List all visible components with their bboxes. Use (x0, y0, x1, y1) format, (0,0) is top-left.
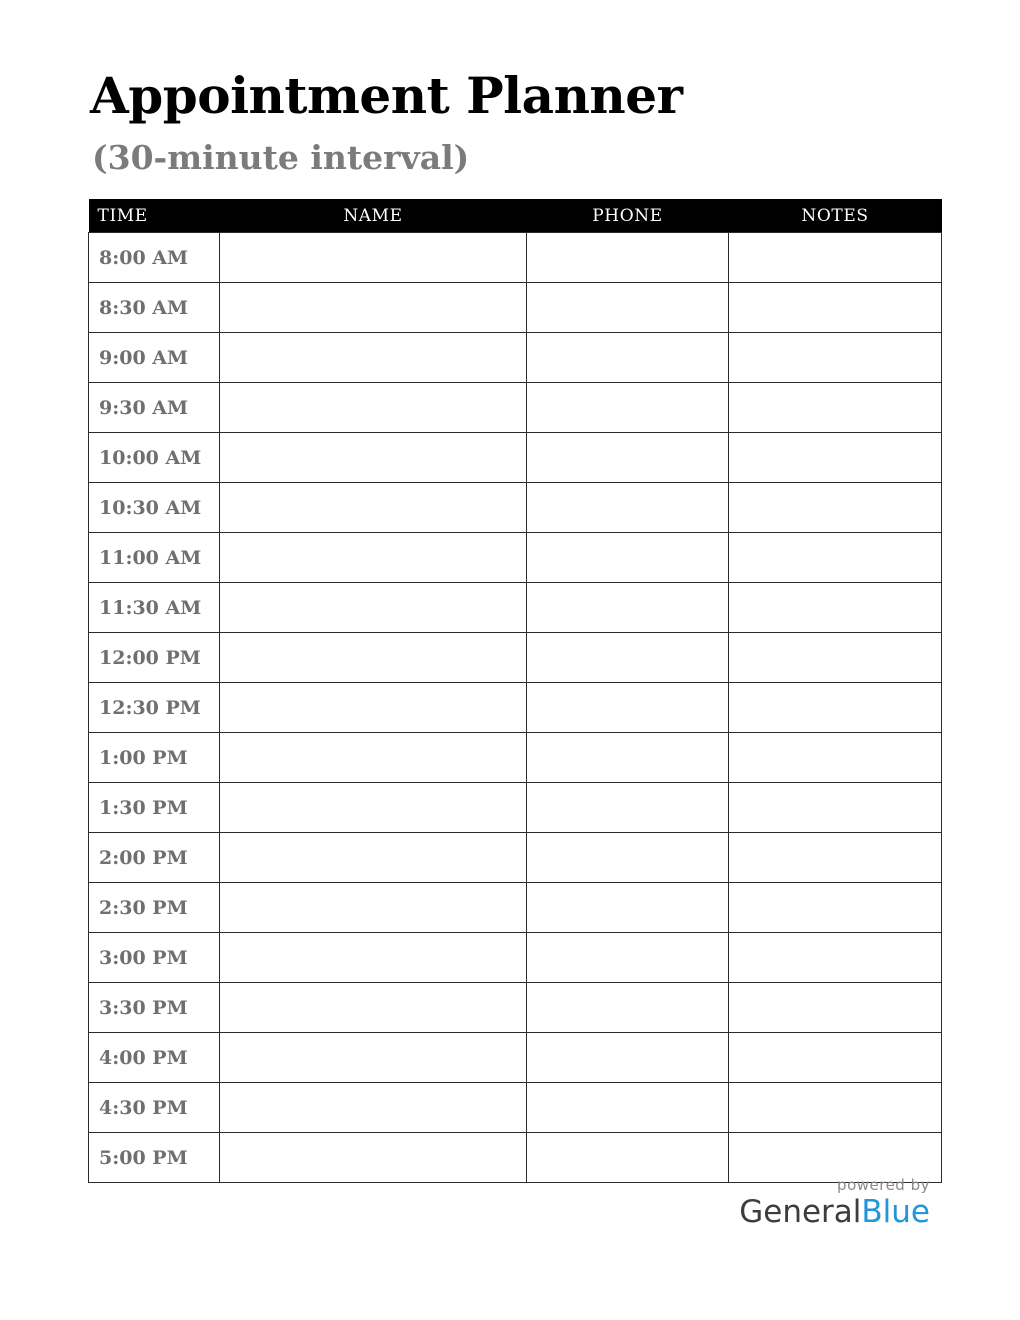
table-body (89, 233, 942, 1183)
notes-field[interactable] (729, 533, 942, 583)
name-field[interactable] (220, 733, 527, 783)
column-header-phone: PHONE (527, 199, 729, 233)
time-label: 11:00 AM (89, 533, 220, 583)
phone-field[interactable] (527, 783, 729, 833)
column-header-notes: NOTES (729, 199, 942, 233)
table-row (89, 1133, 942, 1183)
time-label: 12:30 PM (89, 683, 220, 733)
notes-field[interactable] (729, 983, 942, 1033)
table-row (89, 1083, 942, 1133)
phone-field[interactable] (527, 233, 729, 283)
time-label: 8:00 AM (89, 233, 220, 283)
name-field[interactable] (220, 1133, 527, 1183)
notes-field[interactable] (729, 583, 942, 633)
time-label: 1:30 PM (89, 783, 220, 833)
notes-field[interactable] (729, 1083, 942, 1133)
notes-field[interactable] (729, 333, 942, 383)
brand-name-blue: Blue (861, 1194, 930, 1230)
brand-name-general: General (739, 1194, 862, 1230)
column-header-time: TIME (89, 199, 220, 233)
table-row (89, 983, 942, 1033)
phone-field[interactable] (527, 483, 729, 533)
table-row (89, 483, 942, 533)
phone-field[interactable] (527, 883, 729, 933)
name-field[interactable] (220, 383, 527, 433)
name-field[interactable] (220, 833, 527, 883)
phone-field[interactable] (527, 583, 729, 633)
time-label: 2:30 PM (89, 883, 220, 933)
name-field[interactable] (220, 533, 527, 583)
column-header-name: NAME (220, 199, 527, 233)
phone-field[interactable] (527, 683, 729, 733)
time-label: 10:30 AM (89, 483, 220, 533)
phone-field[interactable] (527, 383, 729, 433)
table-row (89, 883, 942, 933)
notes-field[interactable] (729, 733, 942, 783)
powered-by-label: powered by (837, 1176, 930, 1194)
table-row (89, 733, 942, 783)
notes-field[interactable] (729, 683, 942, 733)
phone-field[interactable] (527, 833, 729, 883)
notes-field[interactable] (729, 383, 942, 433)
table-row (89, 583, 942, 633)
time-label: 3:00 PM (89, 933, 220, 983)
phone-field[interactable] (527, 333, 729, 383)
notes-field[interactable] (729, 1133, 942, 1183)
time-label: 1:00 PM (89, 733, 220, 783)
time-label: 12:00 PM (89, 633, 220, 683)
name-field[interactable] (220, 433, 527, 483)
name-field[interactable] (220, 333, 527, 383)
time-label: 9:00 AM (89, 333, 220, 383)
generalblue-logo (630, 1196, 930, 1229)
time-label: 3:30 PM (89, 983, 220, 1033)
appointment-table (88, 199, 942, 1183)
notes-field[interactable] (729, 283, 942, 333)
time-label: 4:00 PM (89, 1033, 220, 1083)
phone-field[interactable] (527, 283, 729, 333)
name-field[interactable] (220, 483, 527, 533)
table-row (89, 333, 942, 383)
name-field[interactable] (220, 933, 527, 983)
phone-field[interactable] (527, 1033, 729, 1083)
notes-field[interactable] (729, 933, 942, 983)
notes-field[interactable] (729, 833, 942, 883)
notes-field[interactable] (729, 783, 942, 833)
notes-field[interactable] (729, 633, 942, 683)
phone-field[interactable] (527, 633, 729, 683)
time-label: 11:30 AM (89, 583, 220, 633)
notes-field[interactable] (729, 1033, 942, 1083)
name-field[interactable] (220, 1083, 527, 1133)
time-label: 9:30 AM (89, 383, 220, 433)
phone-field[interactable] (527, 933, 729, 983)
table-row (89, 783, 942, 833)
page-subtitle: (30-minute interval) (92, 138, 470, 177)
time-label: 10:00 AM (89, 433, 220, 483)
page-title: Appointment Planner (90, 66, 683, 125)
phone-field[interactable] (527, 433, 729, 483)
time-label: 2:00 PM (89, 833, 220, 883)
name-field[interactable] (220, 983, 527, 1033)
table-row (89, 683, 942, 733)
notes-field[interactable] (729, 433, 942, 483)
phone-field[interactable] (527, 983, 729, 1033)
table-row (89, 833, 942, 883)
table-header-row (89, 199, 942, 233)
notes-field[interactable] (729, 883, 942, 933)
table-row (89, 633, 942, 683)
footer (630, 1176, 930, 1229)
notes-field[interactable] (729, 233, 942, 283)
table-row (89, 933, 942, 983)
table-row (89, 433, 942, 483)
notes-field[interactable] (729, 483, 942, 533)
phone-field[interactable] (527, 1083, 729, 1133)
name-field[interactable] (220, 1033, 527, 1083)
table-row (89, 283, 942, 333)
time-label: 5:00 PM (89, 1133, 220, 1183)
name-field[interactable] (220, 283, 527, 333)
phone-field[interactable] (527, 533, 729, 583)
phone-field[interactable] (527, 733, 729, 783)
name-field[interactable] (220, 633, 527, 683)
table-row (89, 1033, 942, 1083)
name-field[interactable] (220, 583, 527, 633)
table-row (89, 383, 942, 433)
phone-field[interactable] (527, 1133, 729, 1183)
name-field[interactable] (220, 233, 527, 283)
table-row (89, 533, 942, 583)
name-field[interactable] (220, 783, 527, 833)
name-field[interactable] (220, 883, 527, 933)
time-label: 4:30 PM (89, 1083, 220, 1133)
time-label: 8:30 AM (89, 283, 220, 333)
table-row (89, 233, 942, 283)
name-field[interactable] (220, 683, 527, 733)
table-header (89, 199, 942, 233)
